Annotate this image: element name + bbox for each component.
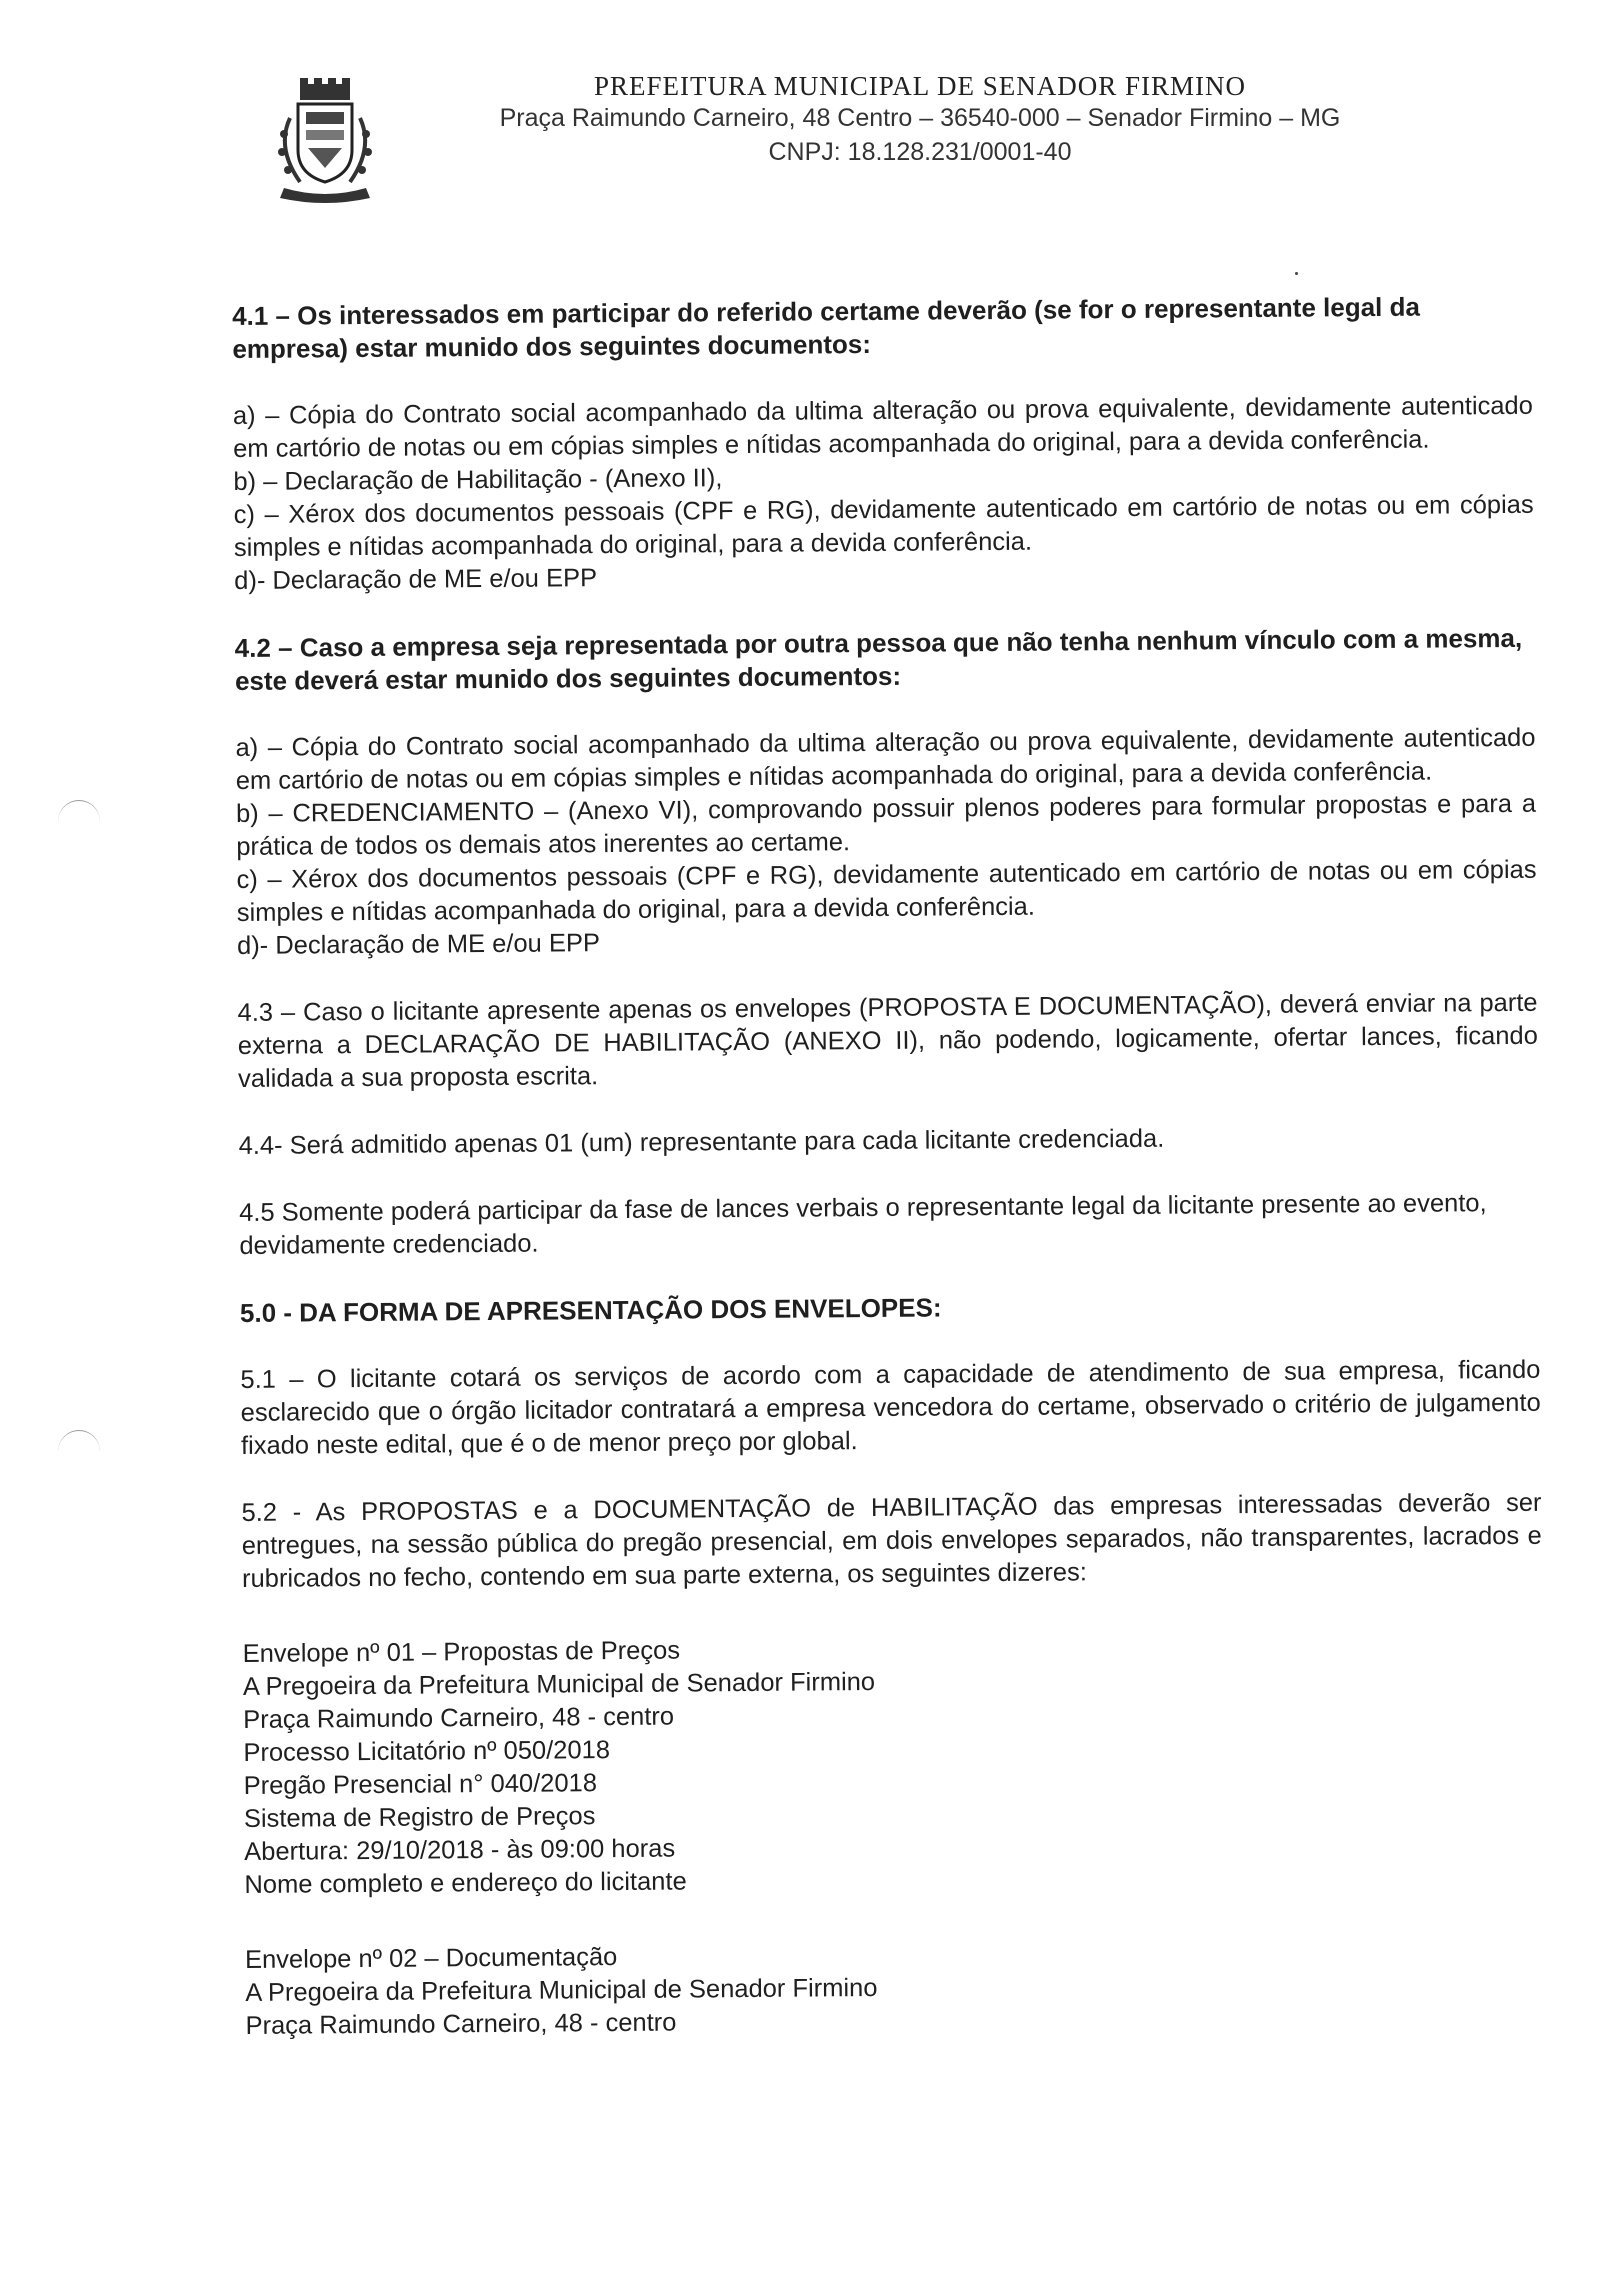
municipality-cnpj: CNPJ: 18.128.231/0001-40 bbox=[768, 138, 1072, 167]
section-4-1-item-c: c) – Xérox dos documentos pessoais (CPF e RG), devidamente autenticado em cartório de notas ou em cópias simples e nítidas acompanhada do original, para a devida conferência. bbox=[233, 490, 1534, 562]
envelope-2-line: Envelope nº 02 – Documentação bbox=[244, 1943, 618, 1974]
letterhead bbox=[270, 60, 1420, 220]
punch-hole-bottom bbox=[58, 1430, 100, 1473]
municipality-name: PREFEITURA MUNICIPAL DE SENADOR FIRMINO bbox=[593, 71, 1247, 101]
letterhead-text bbox=[430, 70, 1410, 170]
envelope-1-line: Pregão Presencial n° 040/2018 bbox=[243, 1769, 598, 1800]
municipality-address: Praça Raimundo Carneiro, 48 Centro – 36540-000 – Senador Firmino – MG bbox=[499, 104, 1341, 133]
stray-mark bbox=[1295, 272, 1298, 275]
envelope-1-line: Envelope nº 01 – Propostas de Preços bbox=[242, 1636, 681, 1668]
envelope-1-label bbox=[243, 1628, 1545, 1902]
section-5-2: 5.2 - As PROPOSTAS e a DOCUMENTAÇÃO de HABILITAÇÃO das empresas interessadas deverão ser entregues, na sessão pública do pregão presencial, em dois envelopes separados, não transparentes, lacrados e rubricados no fecho, contendo em sua parte externa, os seguintes dizeres: bbox=[241, 1488, 1542, 1593]
envelope-1-line: Processo Licitatório nº 050/2018 bbox=[243, 1736, 611, 1767]
section-5-0-heading: 5.0 - DA FORMA DE APRESENTAÇÃO DOS ENVELOPES: bbox=[239, 1292, 942, 1328]
section-4-1-item-b: b) – Declaração de Habilitação - (Anexo II), bbox=[233, 464, 723, 496]
section-4-1-item-d: d)- Declaração de ME e/ou EPP bbox=[234, 564, 598, 595]
section-4-2-heading: 4.2 – Caso a empresa seja representada por outra pessoa que não tenha nenhum vínculo com a mesma, este deverá estar munido dos seguintes documentos: bbox=[234, 622, 1523, 696]
section-5-1: 5.1 – O licitante cotará os serviços de acordo com a capacidade de atendimento de sua empresa, ficando esclarecido que o órgão licitador contratará a empresa vencedora do certame, observado o critério de julgamento fixado neste edital, que é o de menor preço por global. bbox=[240, 1355, 1541, 1460]
section-4-2-item-b: b) – CREDENCIAMENTO – (Anexo VI), comprovando possuir plenos poderes para formular propostas e para a prática de todos os demais atos inerentes ao certame. bbox=[235, 789, 1537, 861]
envelope-1-line: Abertura: 29/10/2018 - às 09:00 horas bbox=[244, 1834, 676, 1866]
section-4-4: 4.4- Será admitido apenas 01 (um) representante para cada licitante credenciada. bbox=[238, 1124, 1165, 1160]
document-body bbox=[232, 290, 1546, 2043]
section-4-2-item-d: d)- Declaração de ME e/ou EPP bbox=[236, 929, 601, 960]
envelope-2-label bbox=[245, 1934, 1546, 2043]
envelope-1-line: A Pregoeira da Prefeitura Municipal de Senador Firmino bbox=[242, 1667, 876, 1701]
section-4-5: 4.5 Somente poderá participar da fase de lances verbais o representante legal da licitante presente ao evento, devidamente credenciado. bbox=[239, 1189, 1487, 1260]
envelope-1-line: Sistema de Registro de Preços bbox=[243, 1802, 596, 1833]
section-4-1-item-a: a) – Cópia do Contrato social acompanhado da ultima alteração ou prova equivalente, devidamente autenticado em cartório de notas ou em cópias simples e nítidas acompanhada do original, para a devida conferência. bbox=[232, 391, 1533, 463]
section-4-2-item-a: a) – Cópia do Contrato social acompanhado da ultima alteração ou prova equivalente, devidamente autenticado em cartório de notas ou em cópias simples e nítidas acompanhada do original, para a devida conferência. bbox=[235, 723, 1536, 795]
municipal-crest-icon bbox=[270, 78, 380, 203]
envelope-2-line: Praça Raimundo Carneiro, 48 - centro bbox=[245, 2008, 677, 2040]
envelope-2-line: A Pregoeira da Prefeitura Municipal de Senador Firmino bbox=[245, 1973, 878, 2007]
envelope-1-line: Nome completo e endereço do licitante bbox=[244, 1867, 687, 1899]
section-4-2-item-c: c) – Xérox dos documentos pessoais (CPF e RG), devidamente autenticado em cartório de notas ou em cópias simples e nítidas acompanhada do original, para a devida conferência. bbox=[236, 855, 1537, 927]
envelope-1-line: Praça Raimundo Carneiro, 48 - centro bbox=[243, 1702, 675, 1734]
section-4-1-heading: 4.1 – Os interessados em participar do referido certame deverão (se for o representante legal da empresa) estar munido dos seguintes documentos: bbox=[232, 291, 1421, 364]
section-4-3: 4.3 – Caso o licitante apresente apenas os envelopes (PROPOSTA E DOCUMENTAÇÃO), deverá enviar na parte externa a DECLARAÇÃO DE HABILITAÇÃO (ANEXO II), não podendo, logicamente, ofertar lances, ficando validada a sua proposta escrita. bbox=[237, 988, 1538, 1093]
punch-hole-top bbox=[58, 800, 100, 843]
